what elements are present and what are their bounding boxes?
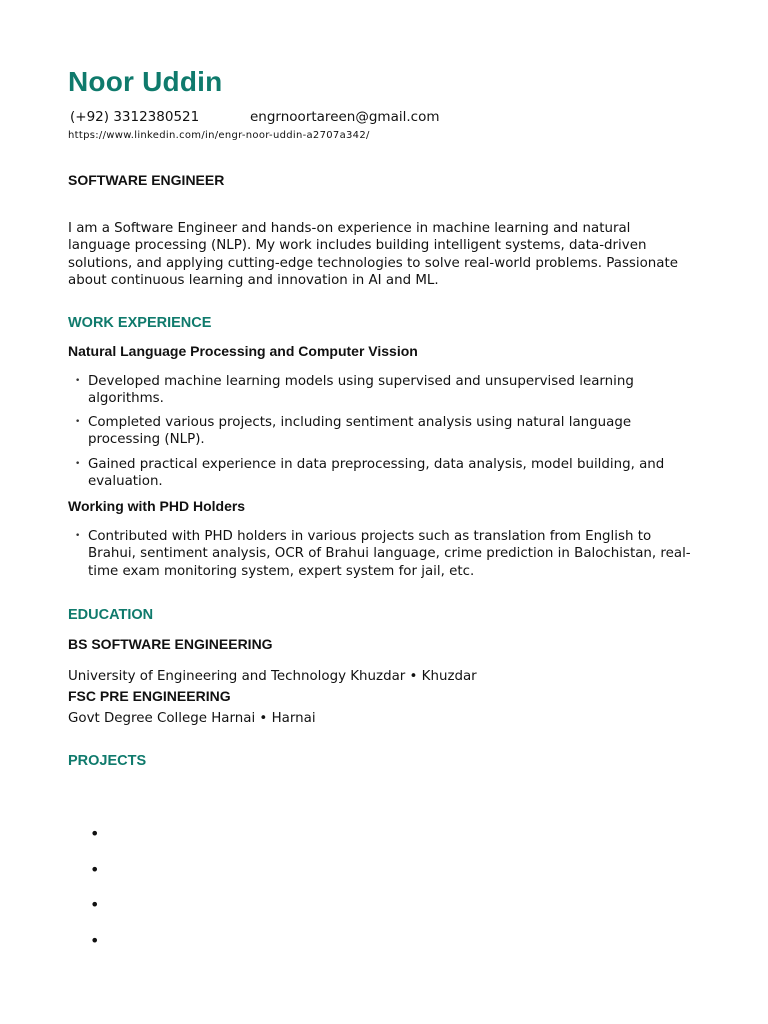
list-item	[68, 373, 698, 408]
bullet-icon: •	[75, 531, 81, 541]
role-bullet-list	[68, 528, 698, 580]
bullet-line: Developed machine learning models using supervised and unsupervised learning	[88, 374, 634, 389]
list-item	[68, 528, 698, 580]
summary-line: language processing (NLP). My work includes building intelligent systems, data-driven	[68, 238, 647, 254]
project-bullet-icon: •	[90, 895, 100, 914]
contact-row	[70, 109, 440, 125]
role-bullet-list	[68, 373, 698, 491]
bullet-line: Brahui, sentiment analysis, OCR of Brahui language, crime prediction in Balochistan, real-	[88, 546, 691, 562]
education-heading: EDUCATION	[68, 607, 154, 623]
bullet-line: time exam monitoring system, expert system for jail, etc.	[88, 563, 475, 579]
project-bullet-icon: •	[90, 824, 100, 843]
summary-line: solutions, and applying cutting-edge technologies to solve real-world problems. Passionate	[68, 255, 678, 271]
project-bullet-icon: •	[90, 860, 100, 879]
degree-title: FSC PRE ENGINEERING	[68, 688, 231, 704]
bullet-line: algorithms.	[88, 391, 164, 407]
email-link[interactable]: engrnoortareen@gmail.com	[250, 109, 440, 125]
summary-line: I am a Software Engineer and hands-on experience in machine learning and natural	[68, 221, 631, 236]
degree-title: BS SOFTWARE ENGINEERING	[68, 636, 273, 652]
bullet-line: Completed various projects, including sentiment analysis using natural language	[88, 414, 632, 430]
bullet-line: evaluation.	[88, 474, 163, 490]
projects-heading: PROJECTS	[68, 753, 147, 769]
bullet-icon: •	[75, 459, 81, 470]
bullet-line: Contributed with PHD holders in various projects such as translation from English to	[88, 529, 652, 544]
summary-line: about continuous learning and innovation in AI and ML.	[68, 272, 439, 288]
bullet-line: Gained practical experience in data preprocessing, data analysis, model building, and	[88, 457, 665, 473]
role-title: Natural Language Processing and Computer Vission	[68, 343, 418, 359]
list-item	[68, 414, 698, 449]
bullet-line: processing (NLP).	[88, 431, 205, 447]
job-title: SOFTWARE ENGINEER	[68, 172, 225, 188]
summary-paragraph	[68, 220, 698, 289]
work-experience-heading: WORK EXPERIENCE	[68, 315, 212, 331]
list-item	[68, 456, 698, 491]
candidate-name: Noor Uddin	[68, 66, 223, 97]
phone-number: (+92) 3312380521	[70, 109, 200, 125]
role-title: Working with PHD Holders	[68, 498, 246, 514]
bullet-icon: •	[75, 416, 81, 427]
school-name: Govt Degree College Harnai • Harnai	[68, 711, 316, 726]
bullet-icon: •	[75, 376, 81, 386]
linkedin-link[interactable]: https://www.linkedin.com/in/engr-noor-uddin-a2707a342/	[68, 130, 370, 141]
school-name: University of Engineering and Technology Khuzdar • Khuzdar	[68, 669, 477, 684]
project-bullet-icon: •	[90, 931, 100, 950]
